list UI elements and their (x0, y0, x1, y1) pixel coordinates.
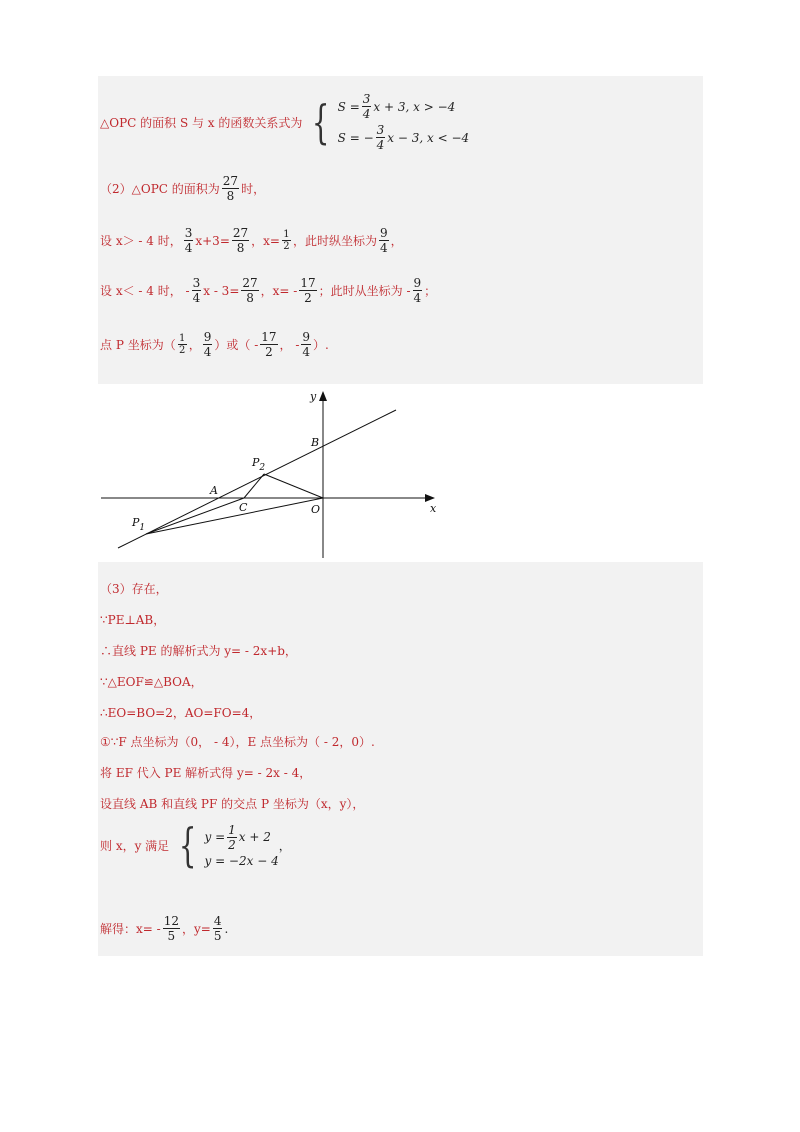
fraction: $\frac{9}{4}$ (413, 276, 422, 305)
part3-line-10: 解得：x= - $\frac{12}{5}$ ，y= $\frac{4}{5}$ . (100, 914, 229, 943)
system-row-2: y = −2x − 4 (204, 853, 279, 868)
system-row-2: S = − $\frac{3}{4}$ x − 3, x < −4 (337, 123, 470, 152)
part3-line-9: 则 x，y 满足 { y = $\frac{1}{2}$ x + 2 y = −2x − 4 ， (100, 818, 291, 872)
fraction: $\frac{9}{4}$ (203, 330, 212, 359)
fraction: $\frac{1}{2}$ (283, 229, 290, 252)
part3-line-5: ∴EO=BO=2，AO=FO=4， (100, 706, 262, 720)
fraction: $\frac{27}{8}$ (242, 276, 258, 305)
area-function-intro: △OPC 的面积 S 与 x 的函数关系式为 (100, 115, 303, 130)
label-p1: $P_1$ (132, 516, 146, 533)
part3-line-2: ∵PE⊥AB， (100, 613, 166, 627)
solution-panel-bottom (98, 562, 703, 956)
part2-line-2: 设 x＞ - 4 时， $\frac{3}{4}$ x+3= $\frac{27}{8}$ ，x= $\frac{1}{2}$ ，此时纵坐标为 $\frac{9}{4}$ ， (100, 226, 403, 255)
fraction: $\frac{17}{2}$ (300, 276, 316, 305)
line-ab (118, 410, 396, 548)
fraction: $\frac{4}{5}$ (213, 914, 222, 943)
fraction: $\frac{9}{4}$ (380, 226, 388, 255)
label-x-axis: x (430, 502, 437, 515)
part2-line-1: （2）△OPC 的面积为 $\frac{27}{8}$ 时， (100, 174, 266, 203)
coordinate-figure (98, 386, 440, 561)
part3-line-8: 设直线 AB 和直线 PF 的交点 P 坐标为（x，y）， (100, 797, 365, 811)
geometry-diagram (98, 386, 440, 561)
fraction: $\frac{3}{4}$ (184, 226, 193, 255)
label-p2: $P_2$ (252, 456, 266, 473)
area-function-line (100, 92, 469, 152)
piecewise-system (306, 92, 469, 152)
fraction: $\frac{1}{2}$ (179, 333, 186, 356)
segment-p1-c (146, 498, 244, 534)
part2-line-4: 点 P 坐标为（ $\frac{1}{2}$ ， $\frac{9}{4}$ ）或（ - $\frac{17}{2}$ ， - $\frac{9}{4}$ ）. (100, 330, 329, 359)
part3-line-4: ∵△EOF≌△BOA， (100, 675, 203, 689)
part2-line-3: 设 x＜ - 4 时， - $\frac{3}{4}$ x - 3= $\frac{27}{8}$ ，x= - $\frac{17}{2}$ ；此时从坐标为 - $\frac{9}{4}$ ； (100, 276, 437, 305)
part3-line-7: 将 EF 代入 PE 解析式得 y= - 2x - 4， (100, 766, 312, 780)
fraction: $\frac{3}{4}$ (192, 276, 201, 305)
segment-p1-o (146, 498, 323, 534)
fraction: $\frac{12}{5}$ (163, 914, 179, 943)
fraction: $\frac{27}{8}$ (222, 174, 239, 203)
fraction: $\frac{27}{8}$ (232, 226, 249, 255)
label-y-axis: y (310, 390, 317, 403)
segment-c-p2 (244, 474, 264, 498)
part3-line-6: ①∵F 点坐标为（0， - 4），E 点坐标为（ - 2，0）. (100, 735, 375, 749)
label-a: A (210, 484, 218, 497)
label-b: B (311, 436, 320, 449)
label-c: C (239, 501, 248, 514)
system-row-1: y = $\frac{1}{2}$ x + 2 (204, 822, 271, 852)
segment-p2-o (264, 474, 323, 498)
fraction: $\frac{17}{2}$ (261, 330, 277, 359)
part3-line-3: ∴直线 PE 的解析式为 y= - 2x+b， (100, 644, 297, 658)
part3-line-1: （3）存在， (100, 582, 168, 596)
system-brace: { (179, 818, 197, 872)
system-brace: { (312, 95, 330, 149)
fraction: $\frac{9}{4}$ (302, 330, 311, 359)
label-o: O (311, 503, 321, 516)
system-row-1: S = $\frac{3}{4}$ x + 3, x > −4 (337, 92, 456, 121)
